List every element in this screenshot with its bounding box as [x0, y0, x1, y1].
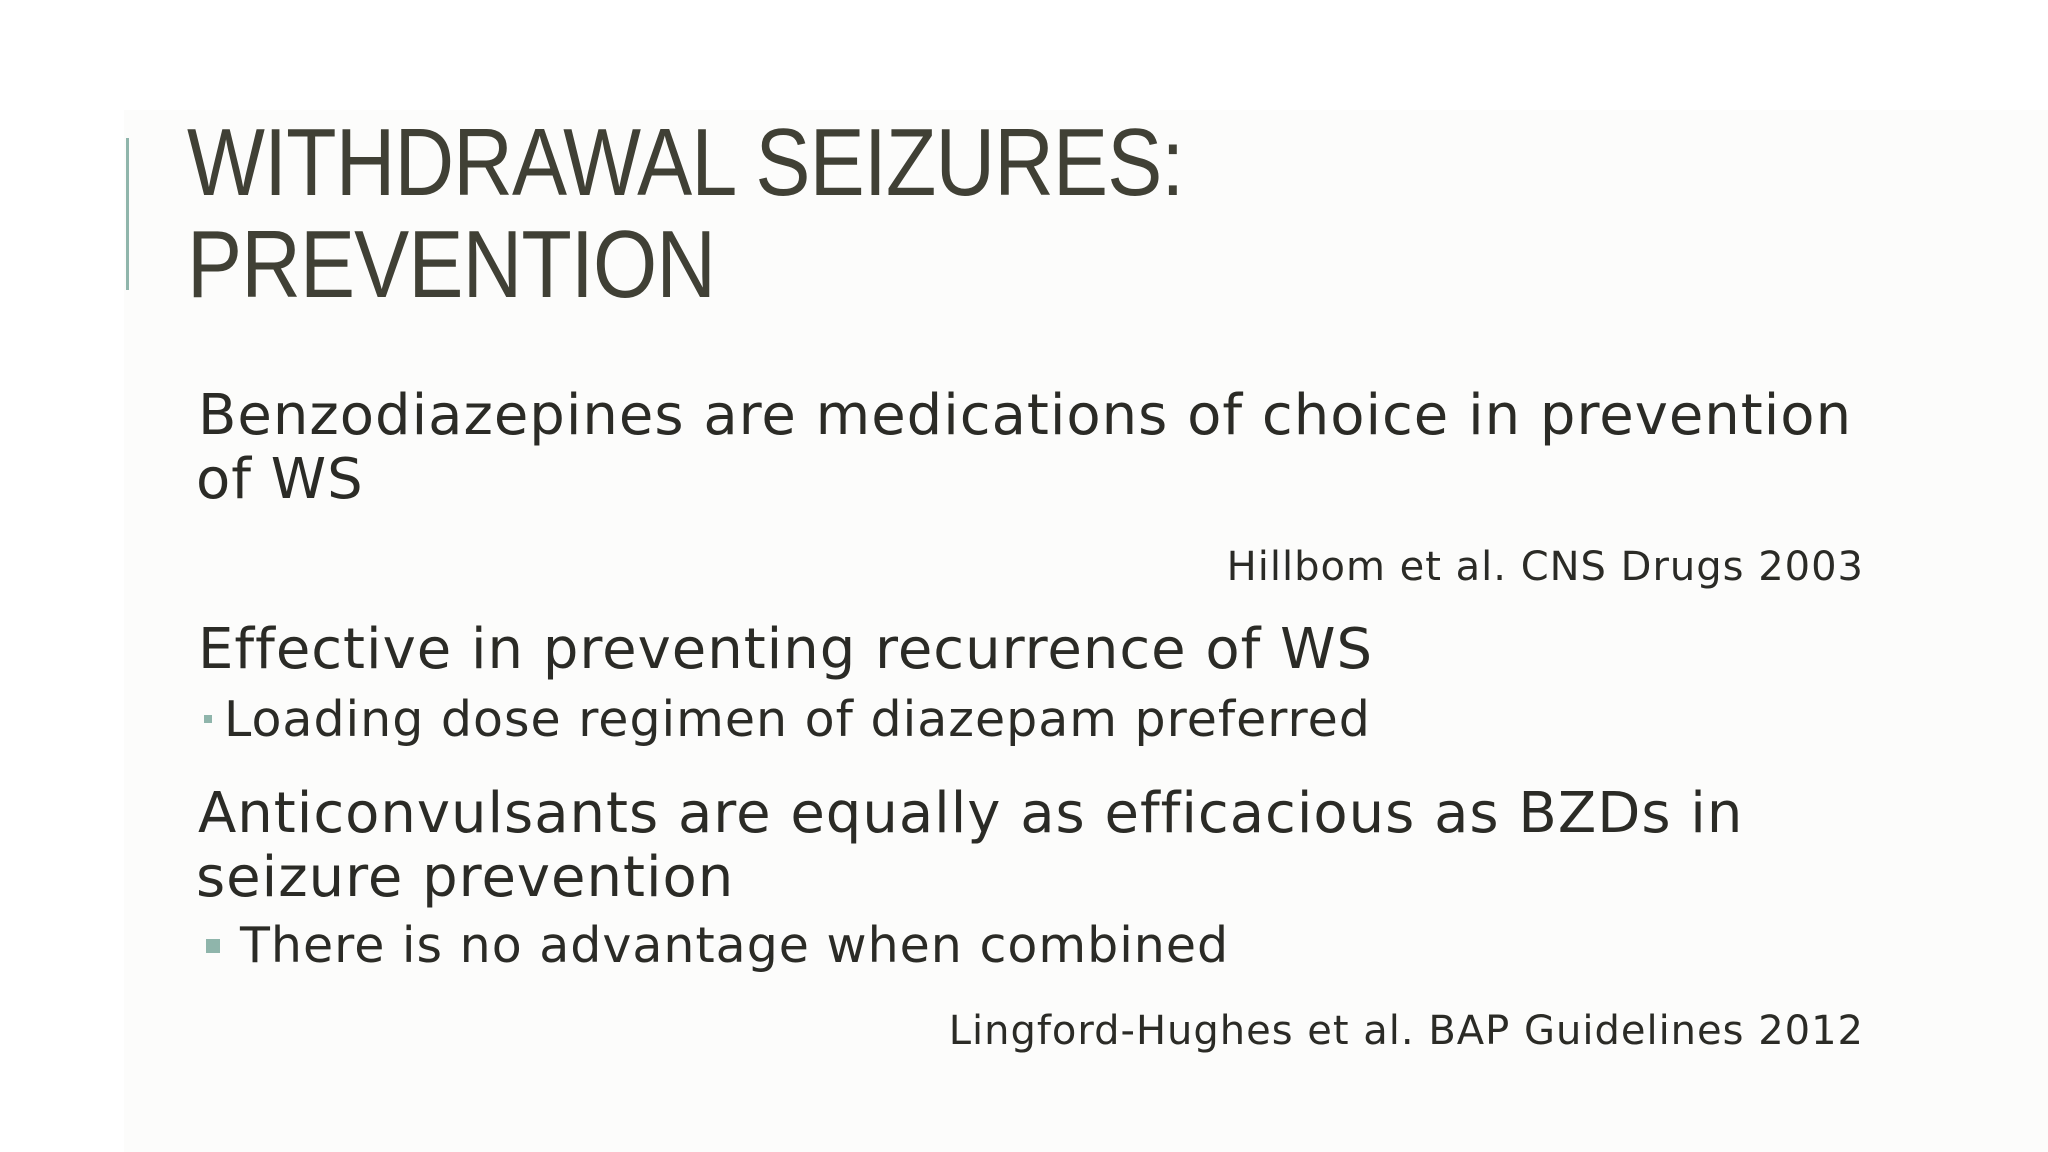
sub-bullet-square-icon: [204, 715, 212, 723]
slide-title: [187, 109, 1477, 318]
slide-title-line-2: PREVENTION: [187, 211, 716, 318]
slide-title-line-1: WITHDRAWAL SEIZURES:: [187, 109, 1184, 216]
bullet-3-sub: There is no advantage when combined: [240, 917, 1230, 974]
bullet-3-line-1: Anticonvulsants are equally as efficacious as BZDs in: [198, 781, 1744, 846]
bullet-1-line-2: of WS: [196, 447, 364, 512]
citation-lingford-hughes: Lingford-Hughes et al. BAP Guidelines 2012: [948, 1008, 1864, 1054]
bullet-2-line-1: Effective in preventing recurrence of WS: [198, 617, 1374, 682]
citation-hillbom: Hillbom et al. CNS Drugs 2003: [1226, 544, 1864, 590]
bullet-1-line-1: Benzodiazepines are medications of choice in prevention: [198, 383, 1853, 448]
title-accent-bar: [126, 138, 129, 290]
sub-bullet-square-icon: [206, 939, 220, 953]
bullet-2-sub: Loading dose regimen of diazepam preferred: [224, 691, 1371, 748]
bullet-3-line-2: seizure prevention: [196, 845, 735, 910]
